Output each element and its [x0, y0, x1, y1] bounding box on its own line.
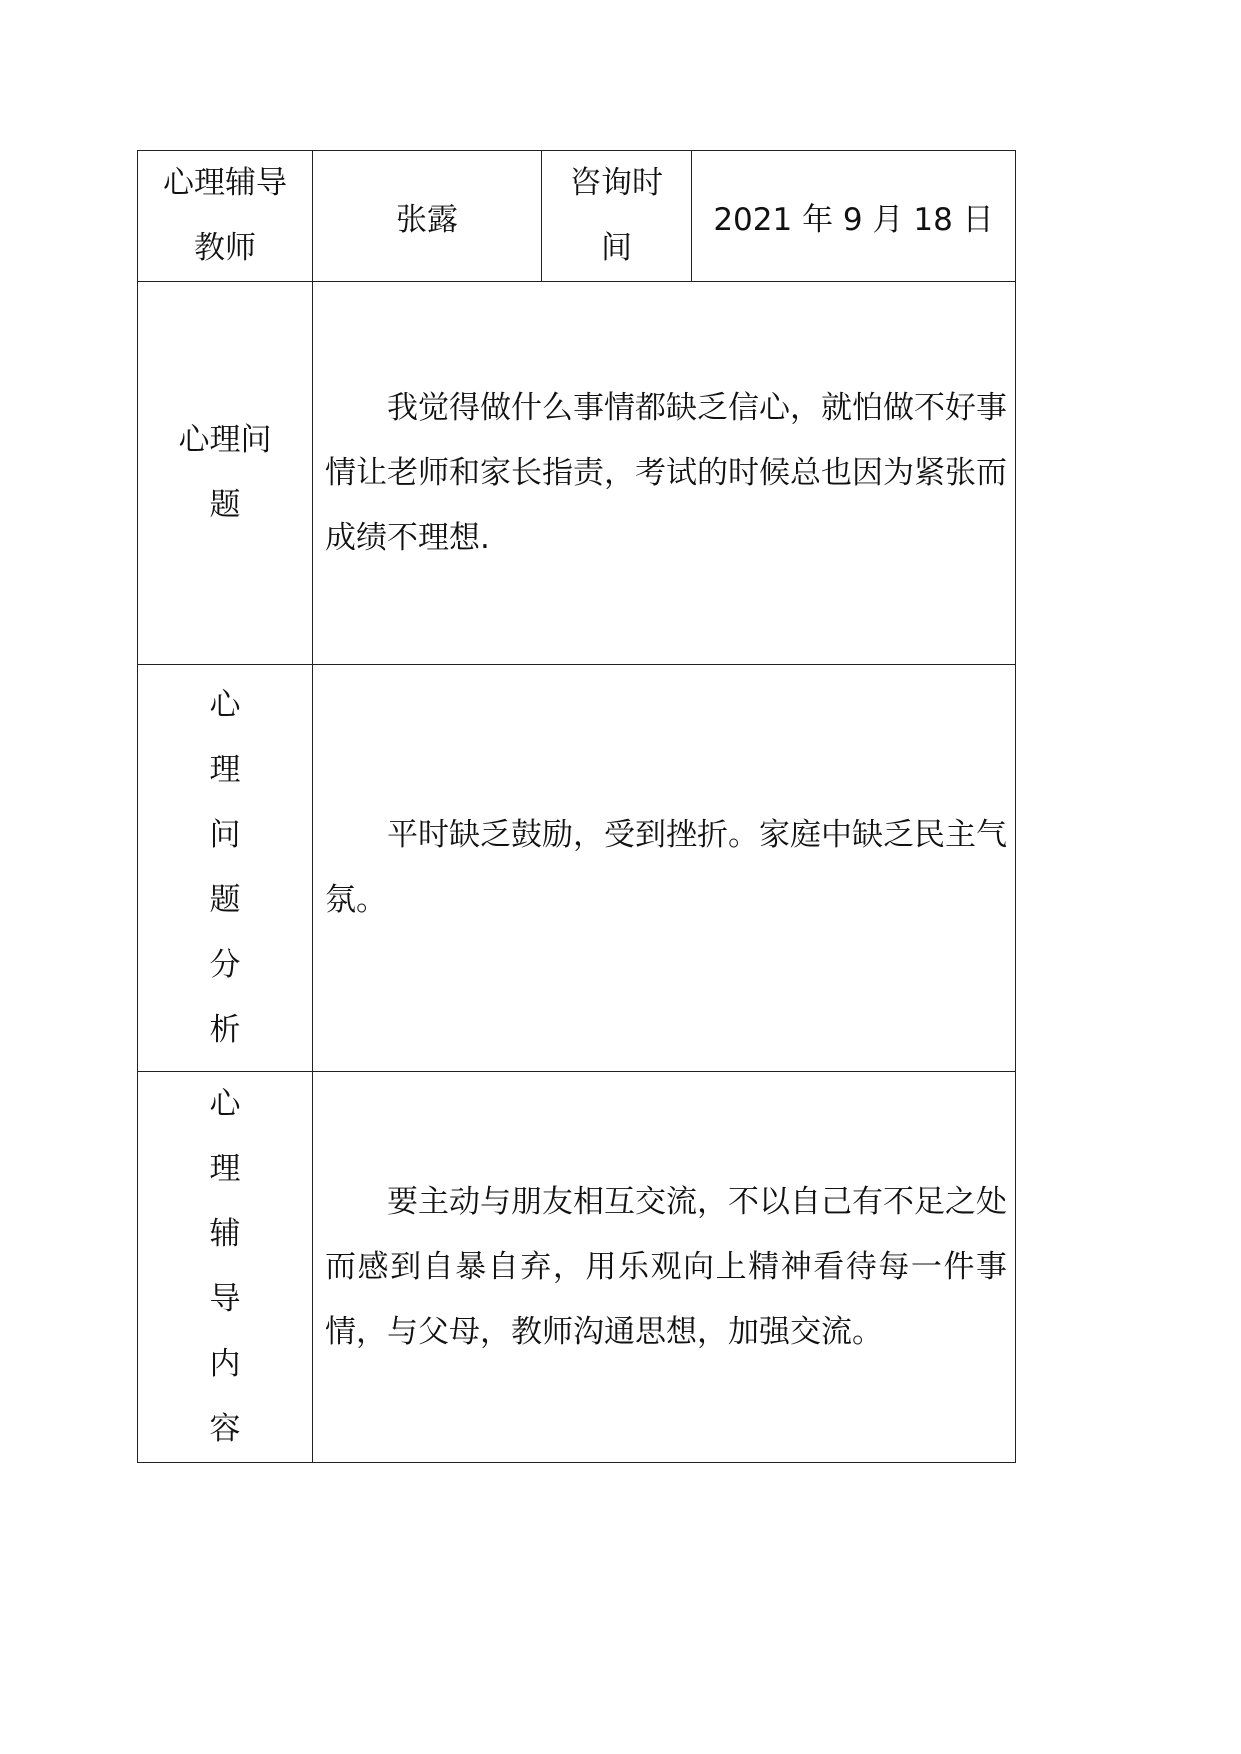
analysis-content-cell: [313, 665, 1016, 1072]
guidance-content-cell: [313, 1072, 1016, 1463]
problem-label-line1: 心理问: [178, 422, 272, 458]
analysis-label-char: 题: [209, 882, 241, 918]
teacher-name-cell: [313, 151, 542, 282]
problem-row: [138, 282, 1016, 665]
guidance-label-char: 辅: [209, 1216, 241, 1252]
analysis-label-char: 分: [209, 947, 241, 983]
time-label-cell: [542, 151, 692, 282]
date-cell: [692, 151, 1016, 282]
guidance-label-char: 心: [209, 1086, 241, 1122]
counseling-record-table: [137, 150, 1016, 1463]
guidance-text: 要主动与朋友相互交流，不以自己有不足之处而感到自暴自弃，用乐观向上精神看待每一件事情，与父母，教师沟通思想，加强交流。: [325, 1183, 1007, 1350]
teacher-label-line2: 教师: [194, 230, 256, 266]
problem-label-line2: 题: [209, 487, 241, 523]
analysis-label-char: 问: [209, 817, 241, 853]
teacher-label-line1: 心理辅导: [163, 165, 287, 201]
analysis-label-cell: [138, 665, 313, 1072]
problem-label-cell: [138, 282, 313, 665]
guidance-row: [138, 1072, 1016, 1463]
time-label-line1: 咨询时: [570, 165, 663, 201]
guidance-label-cell: [138, 1072, 313, 1463]
analysis-text: 平时缺乏鼓励，受到挫折。家庭中缺乏民主气氛。: [325, 817, 1007, 918]
analysis-label-char: 心: [209, 687, 241, 723]
teacher-label-cell: [138, 151, 313, 282]
header-row: [138, 151, 1016, 282]
guidance-label-char: 理: [209, 1151, 241, 1187]
consult-date: 2021 年 9 月 18 日: [713, 201, 994, 238]
guidance-label-char: 内: [209, 1346, 241, 1382]
analysis-label-char: 理: [209, 752, 241, 788]
guidance-label-char: 容: [209, 1411, 241, 1447]
analysis-label-char: 析: [209, 1012, 241, 1048]
teacher-name: 张露: [396, 201, 458, 238]
time-label-line2: 间: [601, 230, 632, 266]
problem-text: 我觉得做什么事情都缺乏信心，就怕做不好事情让老师和家长指责，考试的时候总也因为紧张而成绩不理想.: [325, 389, 1007, 556]
guidance-label-char: 导: [209, 1281, 241, 1317]
analysis-row: [138, 665, 1016, 1072]
problem-content-cell: [313, 282, 1016, 665]
